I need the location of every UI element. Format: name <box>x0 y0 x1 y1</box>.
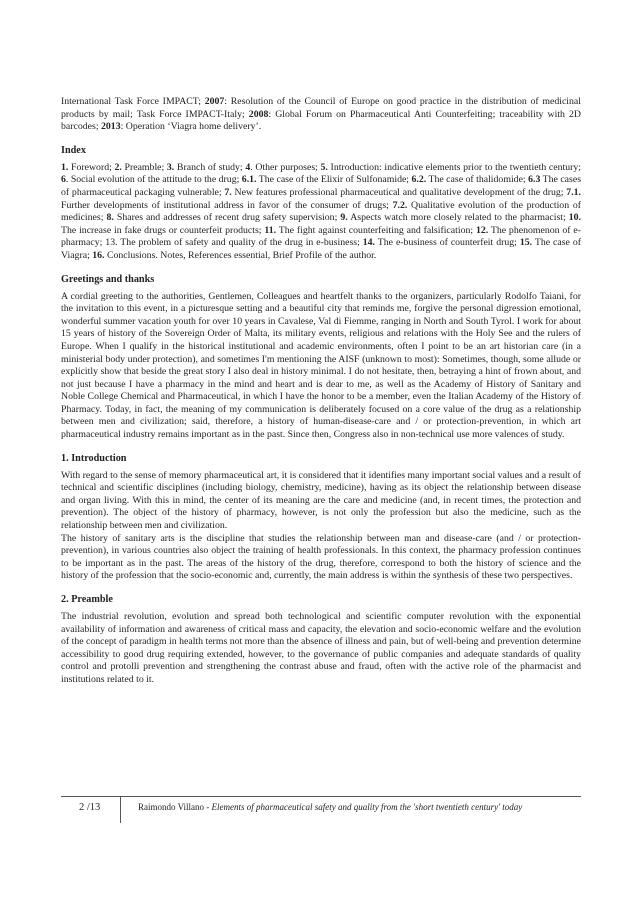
index-item-number: 8. <box>106 212 114 224</box>
preamble-paragraph: The industrial revolution, evolution and spread both technological and scientific computer revolution with the exponential availability of information and awareness of critical mass and capacity, the elevation and socio-economic welfare and the evolution of the concept of paradigm in health terms not more than the absence of illness and pain, but of well-being and prevention determine accessibility to good drug requiring extended, however, to the governance of public companies and adequate standards of quality control and protolli prevention and strengthening the contrast abuse and fraud, often with the active role of the pharmacist and institutions related to it. <box>61 611 581 685</box>
index-paragraph <box>61 162 581 263</box>
page-footer <box>61 796 581 823</box>
index-item-title: . Social evolution of the attitude to the drug; <box>65 174 242 186</box>
page-number: 2 /13 <box>79 802 101 813</box>
index-item-title: Shares and addresses of recent drug safety supervision; <box>113 212 341 224</box>
index-item-title: The fight against counterfeiting and falsification; <box>276 224 476 236</box>
index-item-number: 12. <box>475 224 489 236</box>
index-item-number: 6 <box>61 174 66 186</box>
index-item-title: Branch of study; <box>174 161 246 173</box>
preamble-heading: 2. Preamble <box>61 594 113 605</box>
footer-citation: Raimondo Villano - Elements of pharmaceutical safety and quality from the 'short twentieth century' today <box>138 802 523 812</box>
index-item-number: 7.2. <box>392 199 408 211</box>
index-item-title: The phenomenon of e-pharmacy; 13. The problem of safety and quality of the drug in e-business; <box>61 224 581 249</box>
index-item-title: New features professional pharmaceutical and qualitative development of the drug; <box>231 186 567 198</box>
footer-divider <box>120 797 121 823</box>
index-item-number: 1. <box>61 161 69 173</box>
index-item-number: 9. <box>340 212 348 224</box>
introduction-paragraph-2: The history of sanitary arts is the discipline that studies the relationship between man and disease-care (and / or protection-prevention), in various countries also object the training of health professionals. In this context, the pharmacy profession continues to be important as in the past. The areas of the history of the drug, therefore, correspond to both the history of science and the history of the profession that the socio-economic and, currently, the main address is within the synthesis of these two perspectives. <box>61 532 581 582</box>
introduction-paragraph-1: With regard to the sense of memory pharmaceutical art, it is considered that it identifies many important social values and a result of technical and scientific disciplines (including biology, chemistry, medicine), having as its object the relationship between disease and organ living. With this in mind, the center of its meaning are the care and medicine (and, in recent times, the protection and prevention). The object of the history of pharmacy, however, is not only the profession but also the medicine, such as the relationship between men and civilization. <box>61 469 581 532</box>
index-item-number: 2. <box>114 161 122 173</box>
index-item-title: Aspects watch more closely related to the pharmacist; <box>347 212 569 224</box>
intro-paragraph: International Task Force IMPACT; 2007: Resolution of the Council of Europe on good practice in the distribution of medicinal products by mail; Task Force IMPACT-Italy; 2008: Global Forum on Pharmaceutical Anti Counterfeiting; traceability with 2D barcodes; 2013: Operation ‘Viagra home delivery’. <box>61 96 582 133</box>
index-item-title: Conclusions. Notes, References essential, Brief Profile of the author. <box>104 249 377 261</box>
index-item-title: The case of Viagra; <box>61 237 581 261</box>
greetings-paragraph: A cordial greeting to the authorities, Gentlemen, Colleagues and heartfelt thanks to the organizers, particularly Rodolfo Taiani, for the invitation to this event, in a picturesque setting and a beautiful city that reminds me, forgive the personal digression emotional, wonderful summer vacation youth for over 10 years in Cavalese, Val di Fiemme, ranging in North and South Tyrol. I work for about 15 years of history of the Sovereign Order of Malta, its military events, religious and relations with the Holy See and the rulers of Europe. When I qualify in the historical institutional and academic environments, often I point to be an art historian care (in a ministerial body under protection), and sometimes I'm mentioning the AISF (unknown to most): Sometimes, though, some allude or explicitly show that beside the great story I also deal in history minimal. I do not hesitate, then, betraying a hint of frown about, and not just because I have a pharmacy in the mind and heart and is dear to me, as well as the Academy of History of Sanitary and Noble College Chemical and Pharmaceutical, in which I have the honor to be a member, even the Italian Academy of the History of Pharmacy. Today, in fact, the meaning of my communication is deliberately focused on a core value of the drug as a relationship between men and civilization; said, therefore, a history of human-disease-care and / or protection-prevention, in which art pharmaceutical industry remains important as in the past. Since then, Congress also in non-technical use more valences of study. <box>61 290 581 441</box>
index-item-number: 16. <box>92 249 105 261</box>
index-item-title: Further developments of institutional address in favor of the consumer of drugs; <box>61 199 393 211</box>
greetings-heading: Greetings and thanks <box>61 273 155 285</box>
index-item-number: 10. <box>568 212 581 224</box>
index-item-number: 6.1. <box>241 174 257 186</box>
page-content <box>61 96 581 687</box>
introduction-heading: 1. Introduction <box>61 452 127 464</box>
index-item-number: 11. <box>264 224 277 236</box>
index-item-number: 5. <box>320 161 328 173</box>
index-item-number: 6.2. <box>411 174 427 186</box>
index-item-title: . Other purposes; <box>250 161 321 173</box>
index-item-title: The cases of pharmaceutical packaging vulnerable; <box>61 174 582 198</box>
index-item-title: The case of the Elixir of Sulfonamide; <box>256 174 412 186</box>
index-item-number: 3. <box>166 161 175 173</box>
index-item-number: 6.3 <box>528 174 541 186</box>
index-item-title: Introduction: indicative elements prior to the twentieth century; <box>327 161 581 173</box>
index-item-title: Preamble; <box>121 161 167 173</box>
index-item-title: Foreword; <box>68 161 115 173</box>
index-item-number: 15. <box>519 237 533 249</box>
index-item-number: 14. <box>362 237 375 249</box>
index-item-title: The increase in fake drugs or counterfeit products; <box>61 224 265 236</box>
index-item-title: The case of thalidomide; <box>426 174 529 186</box>
index-heading: Index <box>61 144 86 156</box>
index-item-number: 4 <box>245 161 251 173</box>
index-item-title: The e-business of counterfeit drug; <box>375 237 520 249</box>
index-item-number: 7. <box>224 186 232 198</box>
index-item-number: 7.1. <box>566 186 581 198</box>
index-item-title: Qualitative evolution of the production of medicines; <box>61 199 581 224</box>
